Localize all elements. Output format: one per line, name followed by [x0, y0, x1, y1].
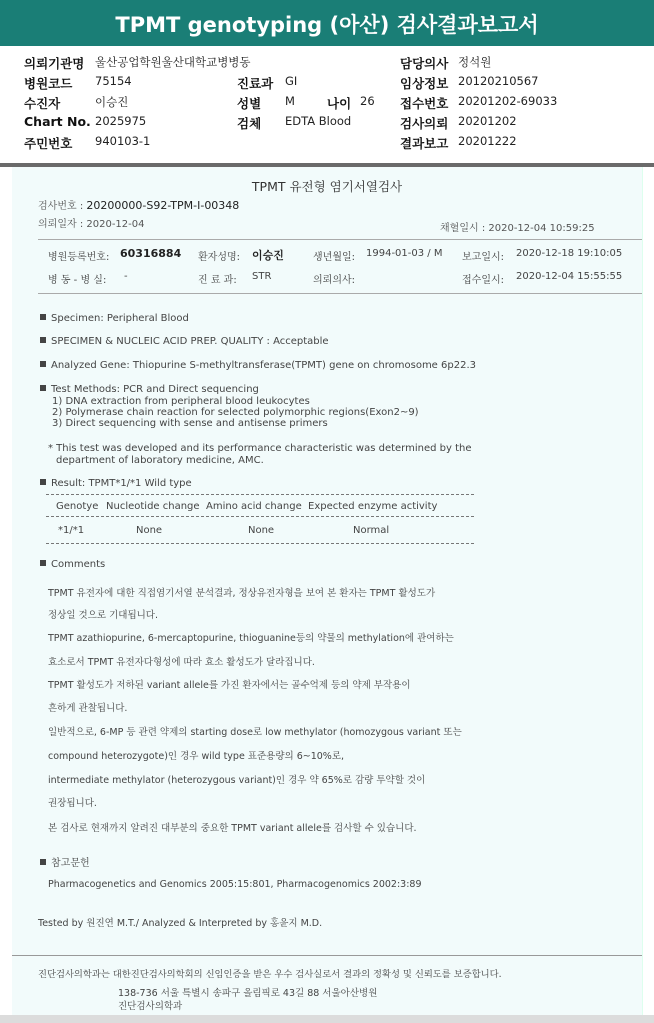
comment-line: 일반적으로, 6-MP 등 관련 약제의 starting dose로 low methylator (homozygous variant 또는: [48, 727, 462, 738]
collect-date: 채혈일시 : 2020-12-04 10:59:25: [440, 223, 595, 234]
birth-label: 생년월일:: [313, 252, 356, 263]
box-receipt-value: 2020-12-04 15:55:55: [516, 271, 623, 282]
comment-line: 흔하게 관찰됩니다.: [48, 703, 128, 714]
patient-info-box: [38, 239, 642, 294]
comment-line: TPMT 유전자에 대한 직접염기서열 분석결과, 정상유전자형을 보여 본 환자는 TPMT 활성도가: [48, 588, 436, 599]
age-label: 나이: [327, 96, 352, 111]
comment-line: intermediate methylator (heterozygous variant)인 경우 약 65%로 감량 투약할 것이: [48, 775, 426, 786]
table-top-rule: [46, 494, 474, 495]
result-report-value: 20201222: [458, 134, 517, 148]
bullet-icon: [40, 314, 46, 320]
request-label: 검사의뢰: [400, 116, 449, 131]
code-value: 75154: [95, 74, 132, 88]
request-date: 의뢰일자 : 2020-12-04: [38, 219, 145, 230]
gene-section: [40, 360, 476, 371]
accreditation-statement: 진단검사의학과는 대한진단검사의학회의 신임인증을 받은 우수 검사실로서 결과의 정확성 및 신뢰도를 보증합니다.: [38, 969, 502, 980]
table-header-nucleotide: Nucleotide change: [106, 501, 200, 512]
id-value: 940103-1: [95, 134, 151, 148]
references-title: 참고문헌: [51, 858, 90, 869]
ward-value: -: [124, 271, 128, 282]
clinical-value: 20120210567: [458, 74, 539, 88]
table-cell-nucleotide: None: [136, 525, 163, 536]
report-title: TPMT 유전형 염기서열검사: [251, 179, 403, 194]
table-cell-activity: Normal: [353, 525, 390, 536]
table-header-amino: Amino acid change: [206, 501, 302, 512]
gene-text: Analyzed Gene: Thiopurine S-methyltransferase(TPMT) gene on chromosome 6p22.3: [51, 360, 476, 371]
comment-line: 본 검사로 현재까지 알려진 대부분의 중요한 TPMT variant allele를 검사할 수 있습니다.: [48, 823, 417, 834]
age-value: 26: [360, 94, 375, 108]
sex-value: M: [285, 94, 295, 108]
methods-title: Test Methods: PCR and Direct sequencing: [51, 384, 259, 395]
birth-value: 1994-01-03 / M: [366, 248, 443, 259]
specimen-value: EDTA Blood: [285, 114, 352, 128]
receipt-label: 접수번호: [400, 96, 449, 111]
dept-value: GI: [285, 74, 298, 88]
test-number: [38, 197, 239, 212]
comments-title: Comments: [51, 559, 106, 570]
patient-label: 수진자: [24, 96, 61, 111]
bullet-icon: [40, 385, 46, 391]
request-value: 20201202: [458, 114, 517, 128]
result-table: [46, 494, 474, 544]
specimen-label: 검체: [237, 116, 262, 131]
method-step-1: 1) DNA extraction from peripheral blood leukocytes: [52, 396, 310, 407]
report-date-value: 2020-12-18 19:10:05: [516, 248, 623, 259]
box-doctor-label: 의뢰의사:: [313, 275, 356, 286]
table-mid-rule: [46, 516, 474, 517]
quality-section: [40, 336, 329, 347]
comment-line: TPMT 활성도가 저하된 variant allele를 가진 환자에서는 골수억제 등의 약제 부작용이: [48, 680, 411, 691]
code-label: 병원코드: [24, 76, 73, 91]
bullet-icon: [40, 479, 46, 485]
bullet-icon: [40, 361, 46, 367]
method-step-3: 3) Direct sequencing with sense and antisense primers: [52, 418, 328, 429]
method-step-2: 2) Polymerase chain reaction for selected polymorphic regions(Exon2~9): [52, 407, 419, 418]
id-label: 주민번호: [24, 136, 73, 151]
test-number-value: 20200000-S92-TPM-I-00348: [86, 199, 240, 212]
doctor-value: 정석원: [458, 55, 492, 69]
box-receipt-label: 접수일시:: [462, 275, 505, 286]
bullet-icon: [40, 560, 46, 566]
table-header-genotype: Genotye: [56, 501, 99, 512]
box-dept-value: STR: [252, 271, 272, 282]
comments-section: [40, 559, 105, 570]
patient-value: 이승진: [95, 95, 129, 109]
clinical-label: 임상정보: [400, 76, 449, 91]
hospital-value: 울산공업학원울산대학교병병동: [95, 55, 251, 69]
bottom-margin: [0, 1015, 654, 1023]
doctor-label: 담당의사: [400, 56, 449, 71]
table-header-activity: Expected enzyme activity: [308, 501, 438, 512]
comment-line: TPMT azathiopurine, 6-mercaptopurine, thioguanine등의 약물의 methylation에 관여하는: [48, 633, 454, 644]
note-line-1: * This test was developed and its performance characteristic was determined by the: [48, 443, 472, 454]
comment-line: compound heterozygote)인 경우 wild type 표준용량의 6~10%로,: [48, 751, 345, 762]
report-header-title: TPMT genotyping (아산) 검사결과보고서: [0, 0, 654, 46]
bullet-icon: [40, 859, 46, 865]
specimen-section: [40, 313, 189, 324]
result-text: Result: TPMT*1/*1 Wild type: [51, 478, 192, 489]
note-line-2: department of laboratory medicine, AMC.: [56, 455, 264, 466]
department-name: 진단검사의학과: [118, 1001, 183, 1012]
name-value: 이승진: [252, 249, 284, 262]
reg-label: 병원등록번호:: [48, 252, 110, 263]
comment-line: 효소로서 TPMT 유전자다형성에 따라 효소 활성도가 달라집니다.: [48, 657, 315, 668]
chart-value: 2025975: [95, 114, 147, 128]
report-date-label: 보고일시:: [462, 252, 505, 263]
ward-label: 병 동 - 병 실:: [48, 275, 107, 286]
comment-line: 정상일 것으로 기대됩니다.: [48, 610, 159, 621]
methods-section: [40, 384, 259, 395]
receipt-value: 20201202-69033: [458, 94, 558, 108]
table-cell-amino: None: [248, 525, 275, 536]
name-label: 환자성명:: [198, 252, 241, 263]
references-section: [40, 854, 90, 869]
comment-line: 권장됩니다.: [48, 798, 97, 809]
result-report-label: 결과보고: [400, 136, 449, 151]
hospital-label: 의뢰기관명: [24, 56, 85, 71]
sex-label: 성별: [237, 96, 262, 111]
reg-value: 60316884: [120, 247, 182, 260]
chart-label: Chart No.: [24, 114, 91, 129]
dept-label: 진료과: [237, 76, 274, 91]
table-bottom-rule: [46, 543, 474, 544]
scanned-report: [12, 167, 643, 1015]
quality-text: SPECIMEN & NUCLEIC ACID PREP. QUALITY : Acceptable: [51, 336, 329, 347]
specimen-text: Specimen: Peripheral Blood: [51, 313, 189, 324]
box-dept-label: 진 료 과:: [198, 275, 237, 286]
references-text: Pharmacogenetics and Genomics 2005:15:801, Pharmacogenomics 2002:3:89: [48, 879, 422, 890]
table-cell-genotype: *1/*1: [58, 525, 85, 536]
test-number-label: 검사번호 :: [38, 201, 84, 212]
footer-rule: [12, 955, 642, 956]
hospital-address: 138-736 서울 특별시 송파구 올림픽로 43길 88 서울아산병원: [118, 988, 378, 999]
tested-by: Tested by 원진연 M.T./ Analyzed & Interpreted by 홍윤지 M.D.: [38, 918, 323, 929]
bullet-icon: [40, 337, 46, 343]
result-section: [40, 478, 192, 489]
